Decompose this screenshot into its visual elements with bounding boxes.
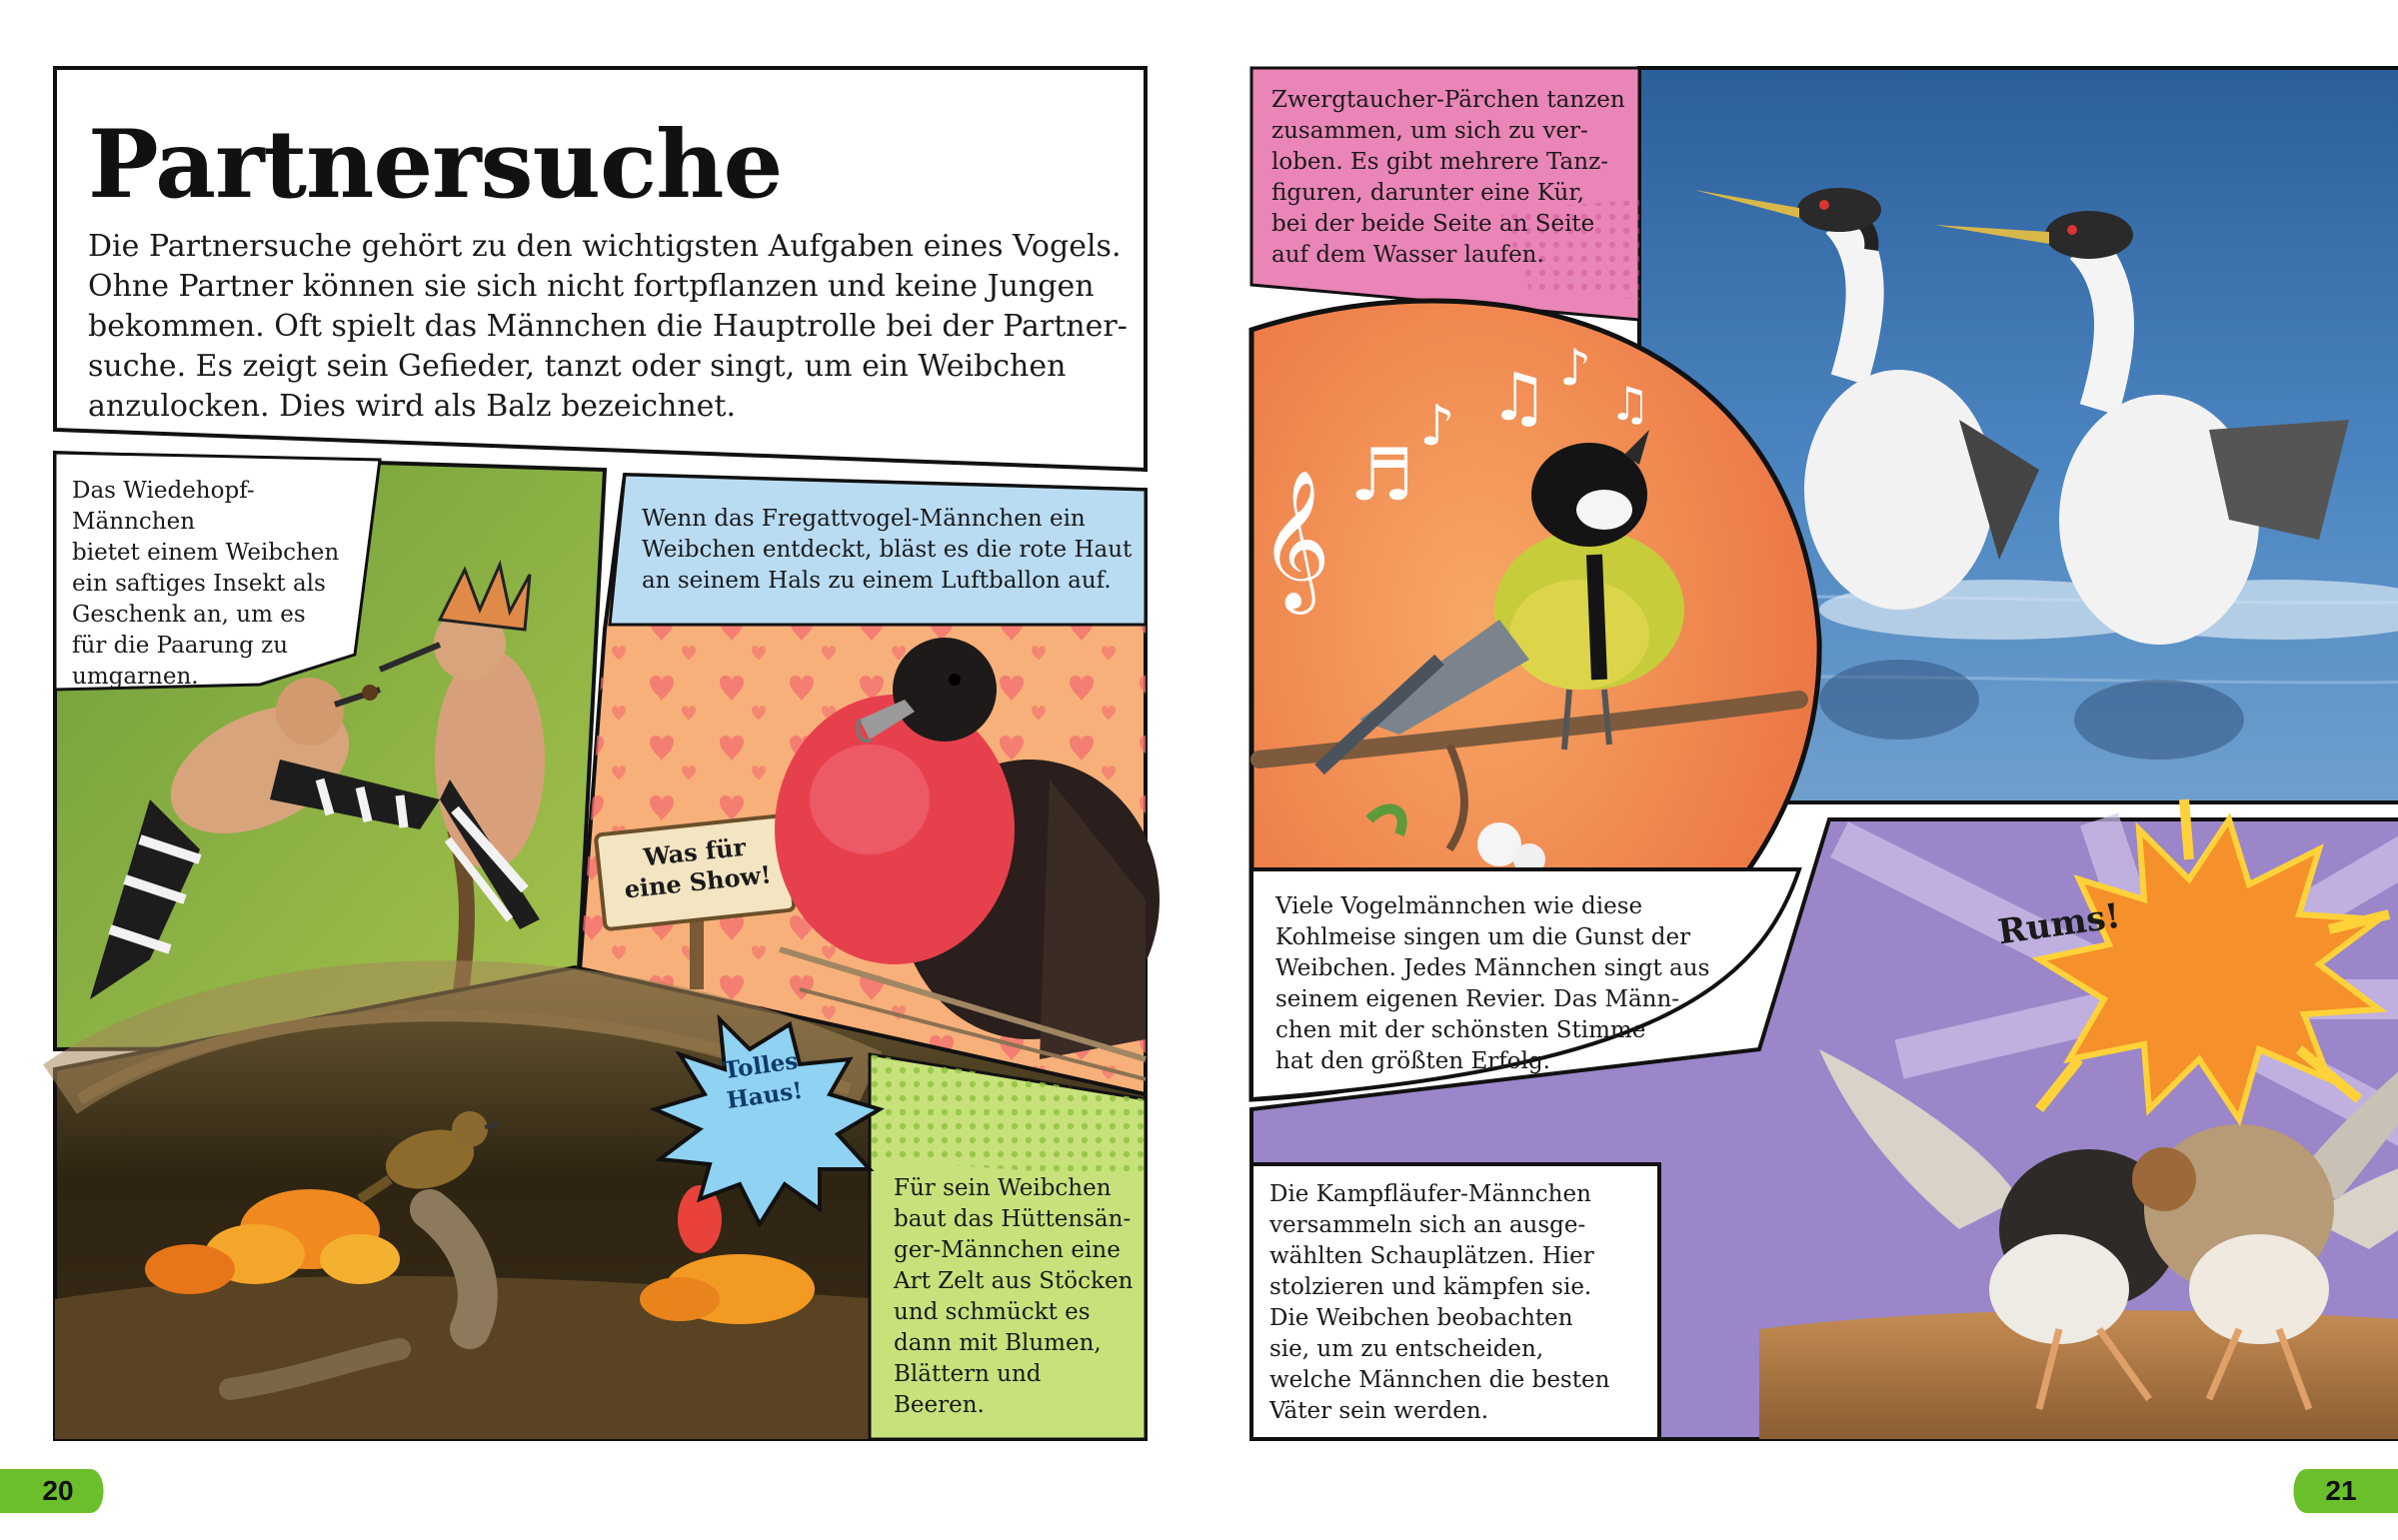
svg-text:𝄞: 𝄞	[1259, 470, 1330, 609]
page-number-right: 21	[2325, 1475, 2357, 1506]
svg-text:♬: ♬	[1349, 433, 1414, 517]
svg-text:♫: ♫	[1489, 359, 1549, 436]
page-number-left: 20	[42, 1475, 74, 1506]
page-title: Partnersuche	[88, 110, 783, 220]
svg-text:♪: ♪	[1559, 339, 1591, 397]
intro-paragraph: Die Partnersuche gehört zu den wichtigsten Aufgaben eines Vogels. Ohne Partner können sie sich nicht fortpflanzen und keine Jungen bekommen. Oft spielt das Männchen die Hauptrolle bei der Partner- suche. Es zeigt sein Gefieder, tanzt oder singt, um ein Weibchen anzulocken. Dies wird als Balz bezeichnet.	[88, 229, 1128, 424]
svg-text:♫: ♫	[1609, 377, 1651, 431]
right-page	[1199, 0, 2398, 1540]
bowerbird-caption: Für sein Weibchen baut das Hüttensän- ger-Männchen eine Art Zelt aus Stöcken und schmückt es dann mit Blumen, Blättern und Beeren.	[894, 1175, 1134, 1418]
grebe-caption: Zwergtaucher-Pärchen tanzen zusammen, um sich zu ver- loben. Es gibt mehrere Tanz- figuren, darunter eine Kür, bei der beide Seite an Seite auf dem Wasser laufen.	[1271, 87, 1625, 268]
greattit-caption: Viele Vogelmännchen wie diese Kohlmeise singen um die Gunst der Weibchen. Jedes Männchen singt aus seinem eigenen Revier. Das Männ- chen mit der schönsten Stimme hat den größten Erfolg.	[1275, 893, 1710, 1074]
rums-text: Rums!	[1995, 895, 2123, 953]
svg-text:♪: ♪	[1419, 394, 1455, 459]
frigatebird-caption: Wenn das Fregattvogel-Männchen ein Weibchen entdeckt, bläst es die rote Haut an seinem Hals zu einem Luftballon auf.	[642, 506, 1133, 594]
ruff-caption: Die Kampfläufer-Männchen versammeln sich an ausge- wählten Schauplätzen. Hier stolzieren und kämpfen sie. Die Weibchen beobachten sie, um zu entscheiden, welche Männchen die besten Väter sein werden.	[1269, 1181, 1610, 1424]
tolles-haus-text: Tolles Haus!	[721, 1047, 805, 1115]
frigatebird-sign-text: Was für eine Show!	[623, 831, 773, 904]
hoopoe-caption: Das Wiedehopf-Männchen bietet einem Weibchen ein saftiges Insekt als Geschenk an, um es für die Paarung zu umgarnen.	[72, 478, 340, 690]
